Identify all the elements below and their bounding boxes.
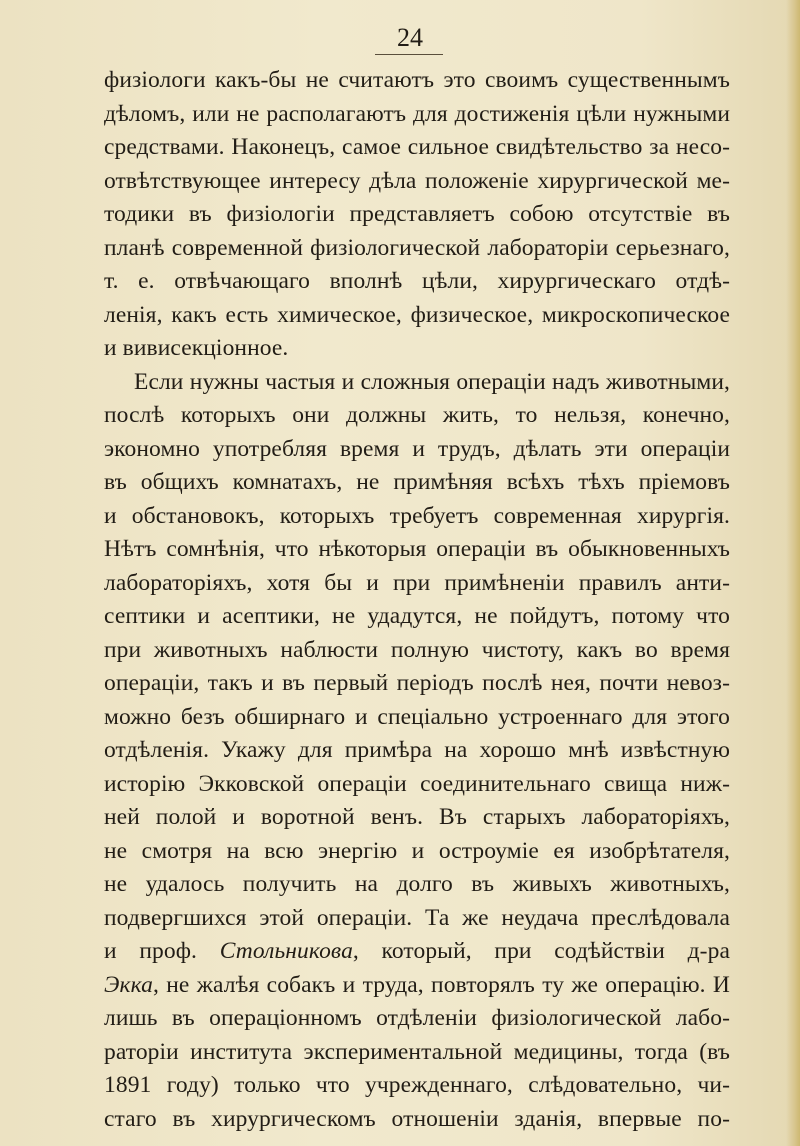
text-line: физіологи какъ-бы не считаютъ это своимъ существеннымъ: [104, 67, 730, 93]
text-line: септики и асептики, не удадутся, не пойдутъ, потому что: [104, 603, 730, 629]
text-line: не удалось получить на долго въ живыхъ животныхъ,: [104, 871, 730, 897]
text-line: операціи, такъ и въ первый періодъ послѣ нея, почти невоз-: [104, 670, 730, 696]
page-edge-shadow: [786, 0, 800, 1146]
author-name-eck: Экка: [104, 971, 153, 998]
text-line: [104, 969, 730, 1003]
text-line: раторіи института экспериментальной медицины, тогда (въ: [104, 1038, 730, 1065]
text-line: лабораторіяхъ, хотя бы и при примѣненіи правилъ анти-: [104, 569, 730, 596]
page-number: 24: [397, 23, 423, 52]
text-line: исторію Экковской операціи соединительнаго свища ниж-: [104, 770, 730, 797]
text-line: ней полой и воротной венъ. Въ старыхъ лабораторіяхъ,: [104, 804, 730, 830]
text-line: не смотря на всю энергію и остроуміе ея изобрѣтателя,: [104, 837, 730, 864]
text-line: послѣ которыхъ они должны жить, то нельзя, конечно,: [104, 402, 730, 428]
text-line: планѣ современной физіологической лабораторіи серьезнаго,: [104, 234, 730, 261]
text-line: Если нужны частыя и сложныя операціи надъ животными,: [134, 368, 730, 395]
page-number-rule: [375, 54, 443, 55]
text-line: средствами. Наконецъ, самое сильное свидѣтельство за несо-: [104, 134, 730, 160]
text-line: и вивисекціонное.: [104, 335, 289, 361]
text-line: отвѣтствующее интересу дѣла положеніе хирургической ме-: [104, 167, 730, 194]
author-name-stolnikov: Стольникова: [219, 938, 353, 964]
text-line: и обстановокъ, которыхъ требуетъ современная хирургія.: [104, 502, 730, 529]
text-line: отдѣленія. Укажу для примѣра на хорошо мнѣ извѣстную: [104, 737, 730, 763]
text-line: при животныхъ наблюсти полную чистоту, какъ во время: [104, 636, 730, 663]
text-line: стаго въ хирургическомъ отношеніи зданія, впервые по-: [104, 1105, 730, 1132]
text-line: въ общихъ комнатахъ, не примѣняя всѣхъ тѣхъ пріемовъ: [104, 469, 730, 495]
text-line: Нѣтъ сомнѣнія, что нѣкоторыя операціи въ обыкновенныхъ: [104, 536, 730, 562]
text-line: тодики въ физіологіи представляетъ собою отсутствіе въ: [104, 201, 730, 227]
text-line: экономно употребляя время и трудъ, дѣлать эти операціи: [104, 435, 730, 462]
text-run: , который, при содѣйствіи д-ра: [352, 938, 730, 964]
text-line: т. е. отвѣчающаго вполнѣ цѣли, хирургическаго отдѣ-: [104, 268, 730, 294]
body-text: [104, 64, 730, 1136]
text-line: лишь въ операціонномъ отдѣленіи физіологической лабо-: [104, 1005, 730, 1031]
text-run: , не жалѣя собакъ и труда, повторялъ ту же операцію. И: [152, 971, 730, 998]
text-line: дѣломъ, или не располагаютъ для достиженія цѣли нужными: [104, 100, 730, 127]
text-line: [104, 935, 730, 969]
text-line: можно безъ обширнаго и спеціально устроеннаго для этого: [104, 703, 730, 730]
text-line: ленія, какъ есть химическое, физическое, микроскопическое: [104, 301, 730, 328]
text-run: и проф.: [104, 938, 220, 964]
text-line: подвергшихся этой операціи. Та же неудача преслѣдовала: [104, 904, 730, 931]
text-line: 1891 году) только что учрежденнаго, слѣдовательно, чи-: [104, 1072, 730, 1098]
